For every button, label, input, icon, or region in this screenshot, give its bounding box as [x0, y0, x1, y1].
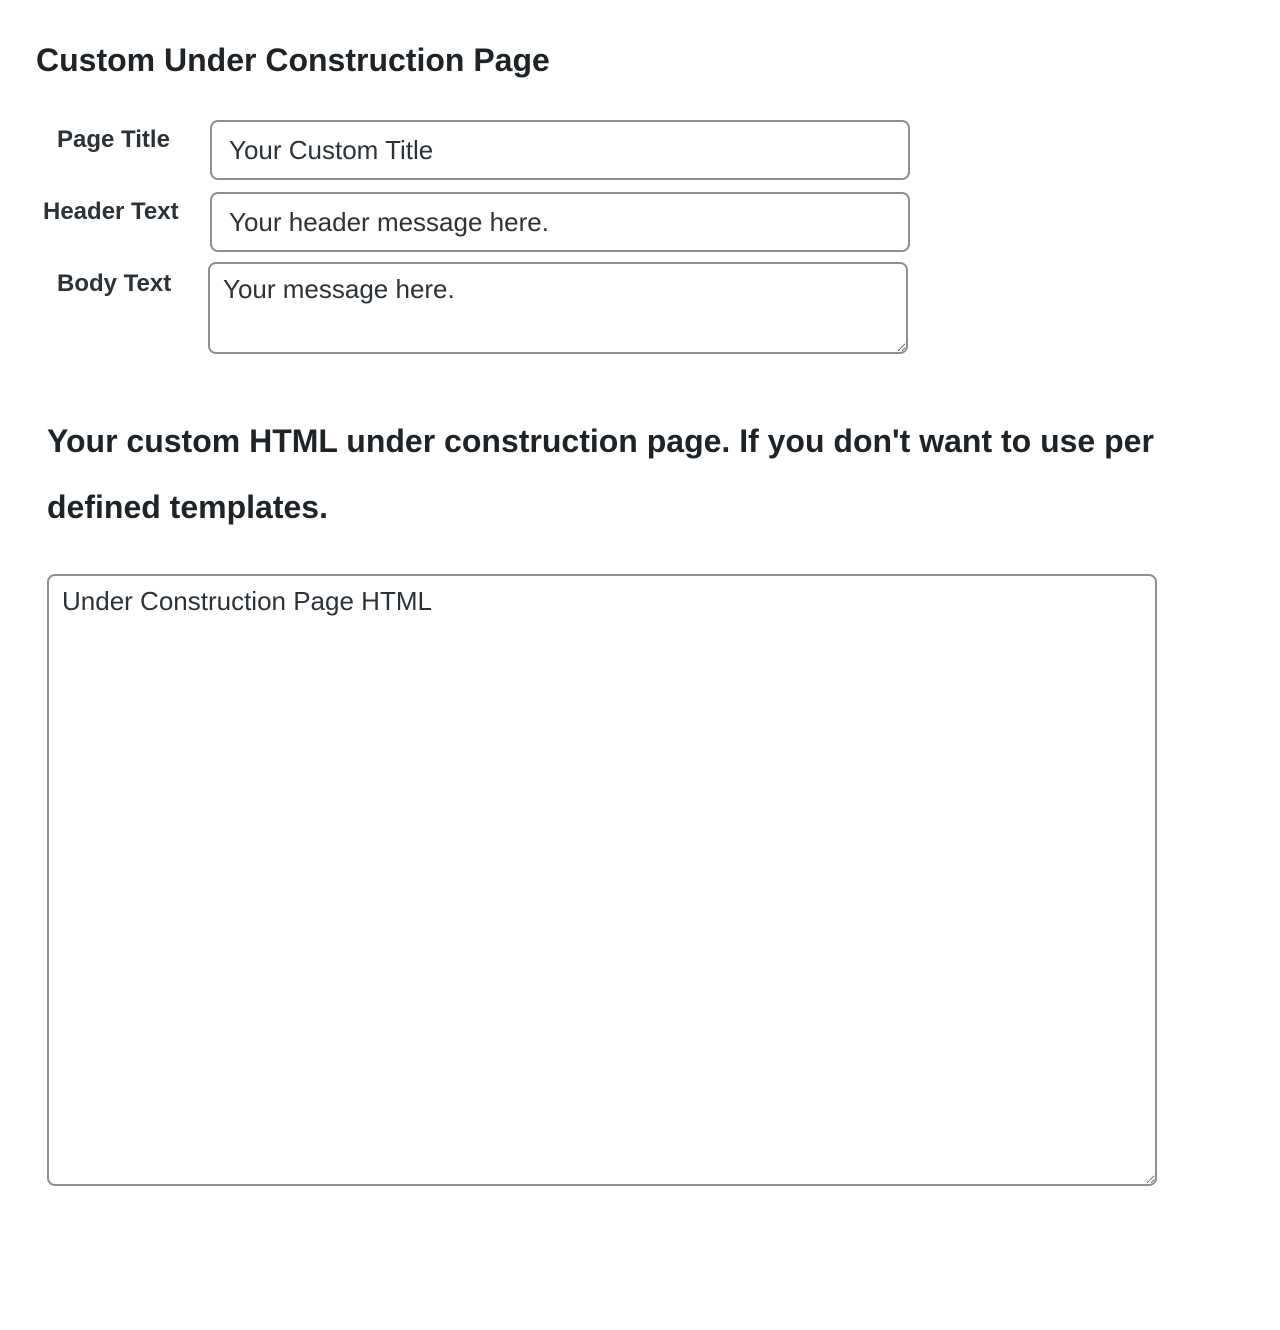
page-title-label: Page Title — [57, 126, 170, 153]
custom-html-description: Your custom HTML under construction page. If you don't want to use per defined templates. — [47, 423, 1154, 525]
header-text-label: Header Text — [43, 198, 179, 225]
custom-html-textarea[interactable] — [47, 574, 1157, 1186]
body-text-textarea[interactable] — [208, 262, 908, 354]
page-title-input[interactable] — [210, 120, 910, 180]
body-text-label: Body Text — [57, 270, 172, 297]
header-text-input[interactable] — [210, 192, 910, 252]
page-title: Custom Under Construction Page — [36, 42, 550, 78]
